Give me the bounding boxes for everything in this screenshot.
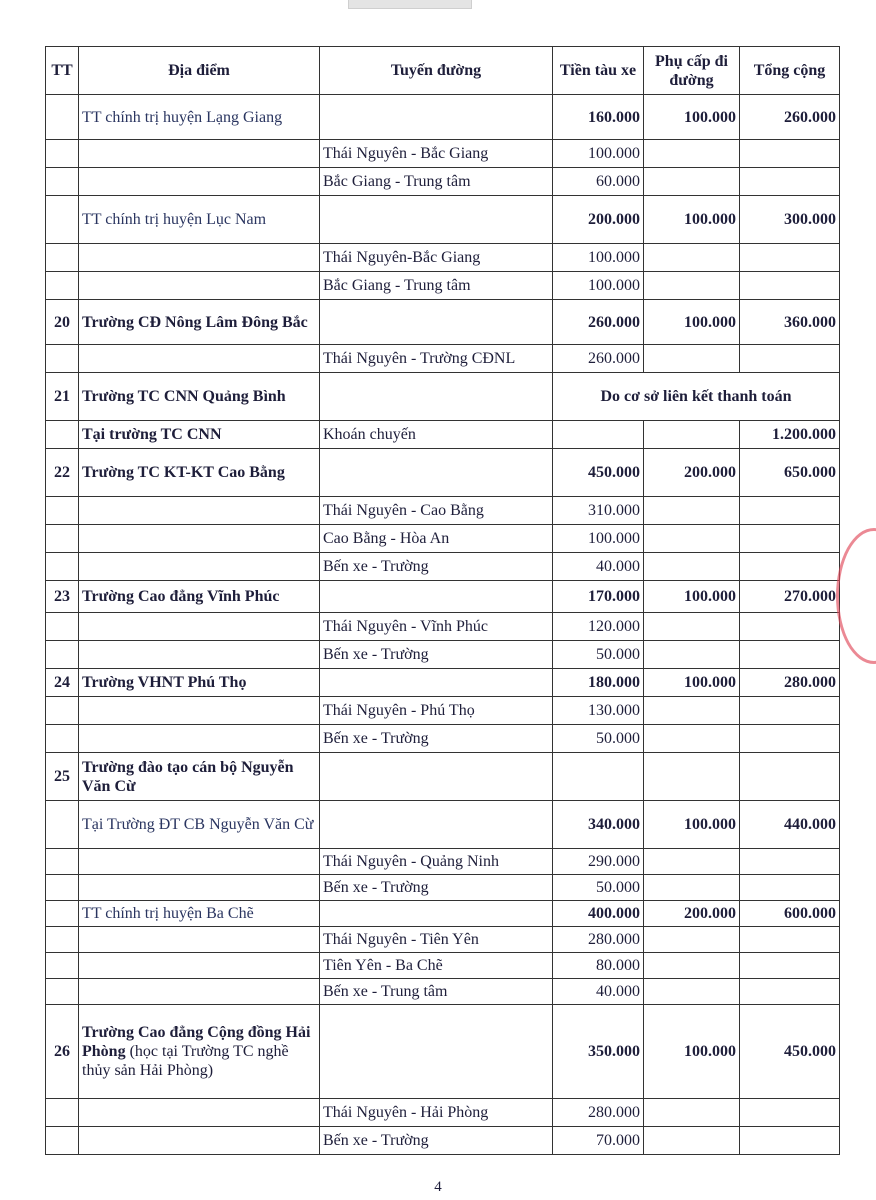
cell-total bbox=[740, 753, 840, 801]
cell-total: 260.000 bbox=[740, 95, 840, 140]
table-row bbox=[46, 140, 840, 168]
cell-location: TT chính trị huyện Lạng Giang bbox=[79, 95, 320, 140]
cell-tt: 20 bbox=[46, 300, 79, 345]
cell-total bbox=[740, 613, 840, 641]
cell-fare: 170.000 bbox=[553, 581, 644, 613]
cell-allowance bbox=[644, 168, 740, 196]
cell-location bbox=[79, 1099, 320, 1127]
cell-total bbox=[740, 979, 840, 1005]
table-row bbox=[46, 927, 840, 953]
cell-tt bbox=[46, 95, 79, 140]
cell-route bbox=[320, 300, 553, 345]
cell-tt bbox=[46, 953, 79, 979]
cell-fare: 120.000 bbox=[553, 613, 644, 641]
cell-location: Tại Trường ĐT CB Nguyễn Văn Cừ bbox=[79, 801, 320, 849]
cell-tt bbox=[46, 196, 79, 244]
table-row bbox=[46, 901, 840, 927]
cell-location bbox=[79, 697, 320, 725]
cell-tt bbox=[46, 525, 79, 553]
cell-allowance bbox=[644, 525, 740, 553]
cell-route bbox=[320, 753, 553, 801]
cell-total bbox=[740, 927, 840, 953]
cell-route bbox=[320, 196, 553, 244]
cell-location bbox=[79, 497, 320, 525]
table-row bbox=[46, 979, 840, 1005]
cell-tt: 22 bbox=[46, 449, 79, 497]
cell-tt bbox=[46, 1099, 79, 1127]
table-row bbox=[46, 641, 840, 669]
cell-fare: 400.000 bbox=[553, 901, 644, 927]
cell-fare: 350.000 bbox=[553, 1005, 644, 1099]
cell-allowance bbox=[644, 497, 740, 525]
cell-allowance bbox=[644, 641, 740, 669]
cell-location: TT chính trị huyện Ba Chẽ bbox=[79, 901, 320, 927]
cell-total bbox=[740, 953, 840, 979]
cell-tt bbox=[46, 901, 79, 927]
header-route: Tuyến đường bbox=[320, 47, 553, 95]
header-allowance: Phụ cấp đi đường bbox=[644, 47, 740, 95]
cell-location bbox=[79, 725, 320, 753]
cell-fare: 260.000 bbox=[553, 300, 644, 345]
cell-location bbox=[79, 927, 320, 953]
cell-allowance bbox=[644, 553, 740, 581]
cell-fare: 40.000 bbox=[553, 553, 644, 581]
table-row bbox=[46, 345, 840, 373]
cell-total bbox=[740, 1099, 840, 1127]
cell-location bbox=[79, 168, 320, 196]
table-row bbox=[46, 525, 840, 553]
cell-allowance: 100.000 bbox=[644, 95, 740, 140]
cell-allowance bbox=[644, 875, 740, 901]
cell-location bbox=[79, 345, 320, 373]
cell-fare: 260.000 bbox=[553, 345, 644, 373]
cell-tt: 24 bbox=[46, 669, 79, 697]
cell-fare: 100.000 bbox=[553, 525, 644, 553]
cell-tt bbox=[46, 272, 79, 300]
cell-route bbox=[320, 373, 553, 421]
cell-total: 600.000 bbox=[740, 901, 840, 927]
cell-allowance bbox=[644, 953, 740, 979]
cell-route: Bắc Giang - Trung tâm bbox=[320, 168, 553, 196]
cell-tt bbox=[46, 927, 79, 953]
location-note: (học tại Trường TC nghề thủy sản Hải Phòng) bbox=[82, 1043, 289, 1079]
cell-allowance bbox=[644, 1127, 740, 1155]
cell-fare: 310.000 bbox=[553, 497, 644, 525]
cell-allowance bbox=[644, 725, 740, 753]
cell-total: 450.000 bbox=[740, 1005, 840, 1099]
table-row bbox=[46, 272, 840, 300]
cell-tt bbox=[46, 641, 79, 669]
cell-fare: 160.000 bbox=[553, 95, 644, 140]
cell-fare: 70.000 bbox=[553, 1127, 644, 1155]
table-row bbox=[46, 1005, 840, 1099]
cell-fare: 130.000 bbox=[553, 697, 644, 725]
table-row bbox=[46, 553, 840, 581]
cell-route: Bến xe - Trường bbox=[320, 553, 553, 581]
cell-route: Bắc Giang - Trung tâm bbox=[320, 272, 553, 300]
cell-tt: 21 bbox=[46, 373, 79, 421]
cell-location: Trường CĐ Nông Lâm Đông Bắc bbox=[79, 300, 320, 345]
red-seal-stamp bbox=[836, 528, 876, 664]
cell-total bbox=[740, 497, 840, 525]
cell-tt: 25 bbox=[46, 753, 79, 801]
cell-fare: 100.000 bbox=[553, 272, 644, 300]
cell-route: Thái Nguyên - Cao Bằng bbox=[320, 497, 553, 525]
cell-total bbox=[740, 272, 840, 300]
cell-route bbox=[320, 581, 553, 613]
cell-location bbox=[79, 1005, 320, 1099]
cell-total bbox=[740, 875, 840, 901]
cell-route: Bến xe - Trường bbox=[320, 875, 553, 901]
cell-allowance bbox=[644, 140, 740, 168]
cell-total bbox=[740, 140, 840, 168]
cell-total: 300.000 bbox=[740, 196, 840, 244]
table-row bbox=[46, 196, 840, 244]
cell-tt bbox=[46, 497, 79, 525]
cell-tt bbox=[46, 244, 79, 272]
travel-allowance-table bbox=[45, 46, 840, 1155]
cell-total bbox=[740, 553, 840, 581]
table-row bbox=[46, 300, 840, 345]
table-row bbox=[46, 581, 840, 613]
cell-route bbox=[320, 901, 553, 927]
cell-tt bbox=[46, 849, 79, 875]
table-row bbox=[46, 449, 840, 497]
cell-fare: 280.000 bbox=[553, 927, 644, 953]
cell-tt bbox=[46, 979, 79, 1005]
cell-tt bbox=[46, 553, 79, 581]
cell-tt bbox=[46, 801, 79, 849]
table-row bbox=[46, 753, 840, 801]
cell-route bbox=[320, 95, 553, 140]
cell-allowance bbox=[644, 753, 740, 801]
cell-tt bbox=[46, 697, 79, 725]
cell-location bbox=[79, 525, 320, 553]
table-row bbox=[46, 1127, 840, 1155]
cell-total: 650.000 bbox=[740, 449, 840, 497]
table-row bbox=[46, 669, 840, 697]
cell-location bbox=[79, 1127, 320, 1155]
cell-route bbox=[320, 801, 553, 849]
cell-allowance bbox=[644, 244, 740, 272]
cell-total bbox=[740, 849, 840, 875]
cell-route: Thái Nguyên - Bắc Giang bbox=[320, 140, 553, 168]
cell-route: Thái Nguyên - Vĩnh Phúc bbox=[320, 613, 553, 641]
table-row bbox=[46, 697, 840, 725]
cell-route: Thái Nguyên - Phú Thọ bbox=[320, 697, 553, 725]
cell-route bbox=[320, 449, 553, 497]
cell-route: Thái Nguyên - Quảng Ninh bbox=[320, 849, 553, 875]
cell-allowance: 200.000 bbox=[644, 901, 740, 927]
cell-total bbox=[740, 168, 840, 196]
cell-fare: 290.000 bbox=[553, 849, 644, 875]
cell-location bbox=[79, 553, 320, 581]
cell-location bbox=[79, 272, 320, 300]
table-row bbox=[46, 373, 840, 421]
cell-tt bbox=[46, 168, 79, 196]
scan-top-mark bbox=[348, 0, 472, 9]
cell-allowance: 100.000 bbox=[644, 669, 740, 697]
header-total: Tổng cộng bbox=[740, 47, 840, 95]
table-row bbox=[46, 497, 840, 525]
table-row bbox=[46, 801, 840, 849]
header-tt: TT bbox=[46, 47, 79, 95]
cell-location: Trường VHNT Phú Thọ bbox=[79, 669, 320, 697]
cell-route: Bến xe - Trường bbox=[320, 641, 553, 669]
cell-location bbox=[79, 849, 320, 875]
cell-allowance bbox=[644, 927, 740, 953]
cell-allowance bbox=[644, 421, 740, 449]
cell-fare: 340.000 bbox=[553, 801, 644, 849]
cell-fare: 40.000 bbox=[553, 979, 644, 1005]
table-row bbox=[46, 1099, 840, 1127]
cell-total bbox=[740, 244, 840, 272]
cell-location bbox=[79, 140, 320, 168]
cell-payment-note: Do cơ sở liên kết thanh toán bbox=[553, 373, 840, 421]
cell-tt bbox=[46, 1127, 79, 1155]
cell-allowance bbox=[644, 272, 740, 300]
cell-tt bbox=[46, 421, 79, 449]
cell-total: 440.000 bbox=[740, 801, 840, 849]
cell-allowance: 200.000 bbox=[644, 449, 740, 497]
cell-allowance bbox=[644, 345, 740, 373]
table-row bbox=[46, 953, 840, 979]
cell-fare: 280.000 bbox=[553, 1099, 644, 1127]
cell-tt bbox=[46, 875, 79, 901]
cell-fare: 50.000 bbox=[553, 875, 644, 901]
cell-tt bbox=[46, 725, 79, 753]
table-row bbox=[46, 168, 840, 196]
cell-allowance: 100.000 bbox=[644, 801, 740, 849]
cell-fare: 80.000 bbox=[553, 953, 644, 979]
cell-route: Bến xe - Trung tâm bbox=[320, 979, 553, 1005]
cell-fare: 200.000 bbox=[553, 196, 644, 244]
cell-location: Trường TC KT-KT Cao Bằng bbox=[79, 449, 320, 497]
cell-allowance: 100.000 bbox=[644, 196, 740, 244]
cell-location: Trường TC CNN Quảng Bình bbox=[79, 373, 320, 421]
cell-location: Tại trường TC CNN bbox=[79, 421, 320, 449]
cell-fare: 50.000 bbox=[553, 725, 644, 753]
cell-total: 360.000 bbox=[740, 300, 840, 345]
cell-total bbox=[740, 641, 840, 669]
cell-allowance: 100.000 bbox=[644, 1005, 740, 1099]
cell-allowance bbox=[644, 697, 740, 725]
cell-tt bbox=[46, 345, 79, 373]
cell-fare: 450.000 bbox=[553, 449, 644, 497]
table-row bbox=[46, 244, 840, 272]
cell-total: 280.000 bbox=[740, 669, 840, 697]
cell-allowance: 100.000 bbox=[644, 581, 740, 613]
table-row bbox=[46, 95, 840, 140]
header-fare: Tiền tàu xe bbox=[553, 47, 644, 95]
cell-fare: 100.000 bbox=[553, 244, 644, 272]
cell-total: 270.000 bbox=[740, 581, 840, 613]
cell-allowance bbox=[644, 613, 740, 641]
cell-allowance: 100.000 bbox=[644, 300, 740, 345]
cell-total bbox=[740, 725, 840, 753]
cell-route: Cao Bằng - Hòa An bbox=[320, 525, 553, 553]
cell-location: Trường đào tạo cán bộ Nguyễn Văn Cừ bbox=[79, 753, 320, 801]
cell-allowance bbox=[644, 849, 740, 875]
cell-location bbox=[79, 875, 320, 901]
cell-location bbox=[79, 641, 320, 669]
cell-route: Thái Nguyên - Hải Phòng bbox=[320, 1099, 553, 1127]
cell-route: Thái Nguyên-Bắc Giang bbox=[320, 244, 553, 272]
table-row bbox=[46, 421, 840, 449]
cell-total: 1.200.000 bbox=[740, 421, 840, 449]
table-row bbox=[46, 725, 840, 753]
cell-location: Trường Cao đẳng Vĩnh Phúc bbox=[79, 581, 320, 613]
table-row bbox=[46, 613, 840, 641]
table-header-row bbox=[46, 47, 840, 95]
cell-tt bbox=[46, 140, 79, 168]
cell-route: Bến xe - Trường bbox=[320, 1127, 553, 1155]
cell-location: TT chính trị huyện Lục Nam bbox=[79, 196, 320, 244]
cell-tt bbox=[46, 613, 79, 641]
cell-location bbox=[79, 953, 320, 979]
cell-route: Tiên Yên - Ba Chẽ bbox=[320, 953, 553, 979]
cell-location bbox=[79, 979, 320, 1005]
cell-route bbox=[320, 669, 553, 697]
header-location: Địa điểm bbox=[79, 47, 320, 95]
cell-total bbox=[740, 1127, 840, 1155]
cell-total bbox=[740, 697, 840, 725]
cell-route: Khoán chuyến bbox=[320, 421, 553, 449]
cell-fare bbox=[553, 753, 644, 801]
cell-fare: 50.000 bbox=[553, 641, 644, 669]
location-name: Trường Cao đẳng Cộng đồng Hải Phòng bbox=[82, 1024, 311, 1060]
cell-fare bbox=[553, 421, 644, 449]
table-row bbox=[46, 849, 840, 875]
cell-fare: 180.000 bbox=[553, 669, 644, 697]
cell-route: Thái Nguyên - Trường CĐNL bbox=[320, 345, 553, 373]
cell-location bbox=[79, 613, 320, 641]
cell-route: Bến xe - Trường bbox=[320, 725, 553, 753]
cell-fare: 60.000 bbox=[553, 168, 644, 196]
cell-route bbox=[320, 1005, 553, 1099]
page-number: 4 bbox=[434, 1179, 442, 1195]
cell-route: Thái Nguyên - Tiên Yên bbox=[320, 927, 553, 953]
cell-fare: 100.000 bbox=[553, 140, 644, 168]
cell-total bbox=[740, 525, 840, 553]
cell-tt: 23 bbox=[46, 581, 79, 613]
cell-allowance bbox=[644, 979, 740, 1005]
table-row bbox=[46, 875, 840, 901]
cell-tt: 26 bbox=[46, 1005, 79, 1099]
cell-total bbox=[740, 345, 840, 373]
cell-location bbox=[79, 244, 320, 272]
cell-allowance bbox=[644, 1099, 740, 1127]
